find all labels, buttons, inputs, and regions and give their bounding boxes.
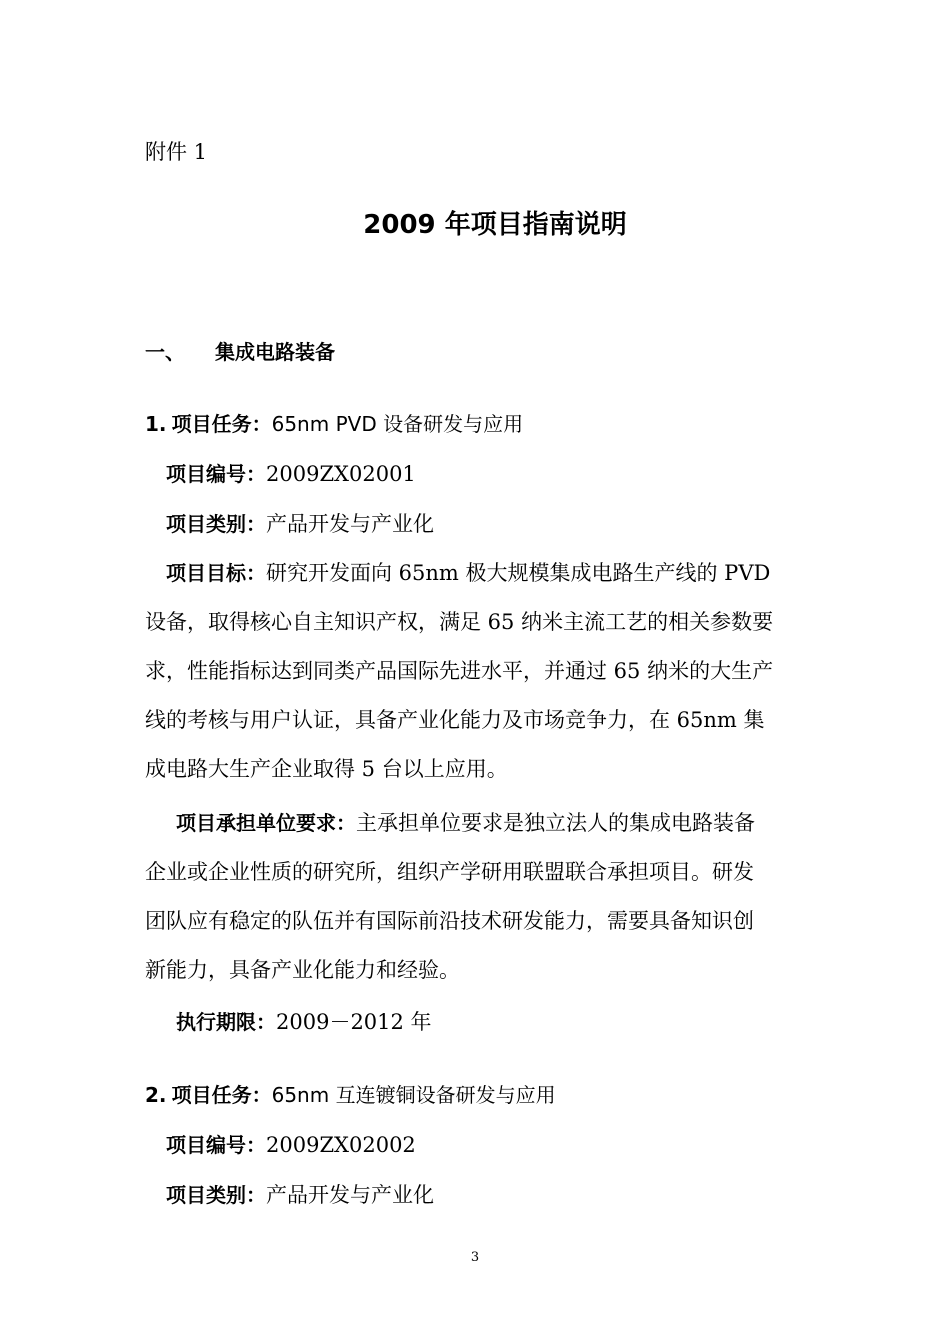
project-1-category-line (166, 514, 434, 535)
project-2-number: 2. (145, 1083, 167, 1107)
project-1-unit-text-3: 团队应有稳定的队伍并有国际前沿技术研发能力，需要具备知识创 (145, 909, 754, 933)
project-1-category-label: 项目类别： (166, 512, 266, 536)
project-1-unit-text-2: 企业或企业性质的研究所，组织产学研用联盟联合承担项目。研发 (145, 860, 754, 884)
project-1-unit-text-4: 新能力，具备产业化能力和经验。 (145, 958, 460, 982)
project-1-goal-text-1: 研究开发面向 65nm 极大规模集成电路生产线的 PVD (266, 561, 771, 585)
project-1-unit-text-1: 主承担单位要求是独立法人的集成电路装备 (356, 811, 755, 835)
project-1-goal-text-3: 求，性能指标达到同类产品国际先进水平，并通过 65 纳米的大生产 (145, 659, 774, 683)
project-1-goal-text-4: 线的考核与用户认证，具备产业化能力及市场竞争力，在 65nm 集 (145, 708, 765, 732)
page-number: 3 (470, 1250, 480, 1265)
project-1-period-value: 2009－2012 年 (276, 1010, 432, 1034)
section-heading (145, 342, 335, 362)
project-1-unit-line-1 (176, 813, 755, 834)
project-2-code-label: 项目编号： (166, 1133, 266, 1157)
project-1-period-label: 执行期限： (176, 1010, 276, 1034)
project-1-task-line (145, 414, 523, 434)
page-title: 2009 年项目指南说明 (363, 210, 627, 240)
project-2-task-value: 65nm 互连镀铜设备研发与应用 (271, 1083, 556, 1107)
project-1-code-label: 项目编号： (166, 462, 266, 486)
project-1-code-value: 2009ZX02001 (266, 462, 416, 486)
project-1-code-line (166, 464, 416, 485)
project-1-goal-text-5: 成电路大生产企业取得 5 台以上应用。 (145, 757, 508, 781)
project-2-category-line (166, 1185, 434, 1206)
project-2-category-label: 项目类别： (166, 1183, 266, 1207)
project-1-goal-line-1 (166, 563, 770, 584)
project-2-code-line (166, 1135, 416, 1156)
project-1-category-value: 产品开发与产业化 (266, 512, 434, 536)
project-2-category-value: 产品开发与产业化 (266, 1183, 434, 1207)
attachment-label: 附件 1 (145, 140, 208, 164)
project-2-code-value: 2009ZX02002 (266, 1133, 416, 1157)
section-number: 一、 (145, 340, 185, 364)
project-1-unit-label: 项目承担单位要求： (176, 811, 356, 835)
project-1-number: 1. (145, 412, 167, 436)
project-2-task-line (145, 1085, 556, 1105)
project-1-period-line (176, 1012, 432, 1033)
project-2-task-label: 项目任务： (171, 1083, 272, 1107)
project-1-goal-text-2: 设备，取得核心自主知识产权，满足 65 纳米主流工艺的相关参数要 (145, 610, 774, 634)
project-1-goal-label: 项目目标： (166, 561, 266, 585)
project-1-task-value: 65nm PVD 设备研发与应用 (271, 412, 524, 436)
project-1-task-label: 项目任务： (171, 412, 272, 436)
section-title: 集成电路装备 (215, 340, 335, 364)
